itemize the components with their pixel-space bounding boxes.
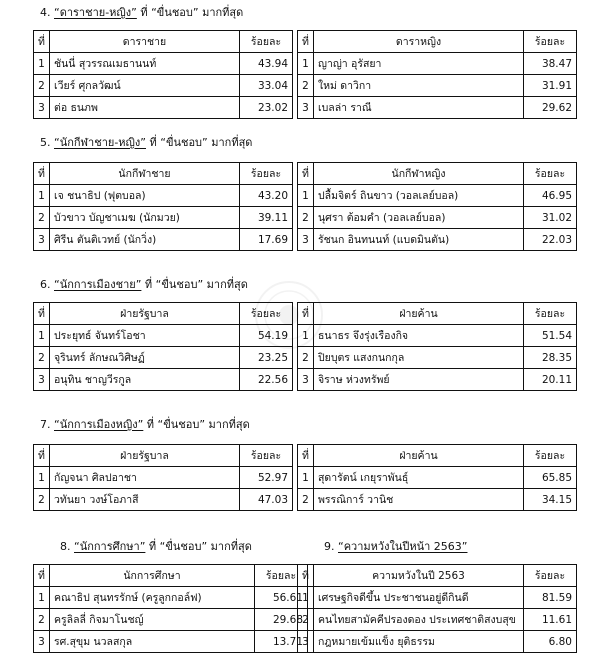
rank-cell: 2 (34, 75, 50, 97)
section-5-heading (40, 136, 252, 150)
percent-cell: 56.61 (255, 587, 308, 609)
table-male-stars (33, 30, 293, 119)
heading-text: “นักกีฬาชาย-หญิง” (54, 136, 146, 149)
table-female-stars (297, 30, 577, 119)
table-row (34, 229, 293, 251)
percent-cell: 28.35 (524, 347, 577, 369)
table-row (34, 489, 293, 511)
heading-text: ที่ “ขื่นชอบ” มากที่สุด (136, 6, 244, 19)
name-cell: รัชนก อินทนนท์ (แบดมินตัน) (314, 229, 524, 251)
name-cell: เศรษฐกิจดีขึ้น ประชาชนอยู่ดีกินดี (314, 587, 524, 609)
column-header: ที่ (298, 445, 314, 467)
name-cell: ชันนี่ สุวรรณเมธานนท์ (50, 53, 240, 75)
percent-cell: 38.47 (524, 53, 577, 75)
table-row (298, 97, 577, 119)
column-header: ที่ (34, 445, 50, 467)
rank-cell: 2 (298, 609, 314, 631)
rank-cell: 3 (34, 229, 50, 251)
name-cell: จิราษ ห่วงทรัพย์ (314, 369, 524, 391)
column-header: นักกีฬาชาย (50, 163, 240, 185)
table-row (34, 609, 308, 631)
rank-cell: 3 (298, 229, 314, 251)
name-cell: ปลื้มจิตร์ ถินขาว (วอลเลย์บอล) (314, 185, 524, 207)
table-row (298, 207, 577, 229)
column-header: ร้อยละ (524, 303, 577, 325)
table-educators (33, 564, 308, 653)
name-cell: สุดารัตน์ เกยุราพันธุ์ (314, 467, 524, 489)
percent-cell: 43.94 (240, 53, 293, 75)
table-male-politicians-government (33, 302, 293, 391)
percent-cell: 51.54 (524, 325, 577, 347)
percent-cell: 39.11 (240, 207, 293, 229)
heading-text: ที่ “ขื่นชอบ” มากที่สุด (141, 278, 248, 291)
table-row (34, 587, 308, 609)
rank-cell: 3 (298, 369, 314, 391)
percent-cell: 22.03 (524, 229, 577, 251)
table-row (298, 229, 577, 251)
name-cell: กัญจนา ศิลปอาชา (50, 467, 240, 489)
column-header: ร้อยละ (255, 565, 308, 587)
percent-cell: 6.80 (524, 631, 577, 653)
rank-cell: 2 (298, 75, 314, 97)
column-header: ร้อยละ (524, 163, 577, 185)
table-female-politicians-opposition (297, 444, 577, 511)
name-cell: บัวขาว บัญชาเมฆ (นักมวย) (50, 207, 240, 229)
rank-cell: 3 (34, 97, 50, 119)
heading-text: 8. (60, 540, 74, 553)
table-row (298, 609, 577, 631)
column-header: ดาราชาย (50, 31, 240, 53)
table-female-athletes (297, 162, 577, 251)
rank-cell: 2 (34, 609, 50, 631)
table-row (34, 185, 293, 207)
name-cell: ศิรีน ตันติเวทย์ (นักวิ่ง) (50, 229, 240, 251)
percent-cell: 31.91 (524, 75, 577, 97)
heading-text: 5. (40, 136, 54, 149)
heading-text: 6. (40, 278, 54, 291)
table-row (34, 207, 293, 229)
percent-cell: 54.19 (240, 325, 293, 347)
percent-cell: 31.02 (524, 207, 577, 229)
percent-cell: 81.59 (524, 587, 577, 609)
column-header: ฝ่ายค้าน (314, 445, 524, 467)
heading-text: “นักการเมืองชาย” (54, 278, 142, 291)
rank-cell: 2 (34, 347, 50, 369)
column-header: ที่ (298, 565, 314, 587)
rank-cell: 1 (34, 467, 50, 489)
name-cell: ญาญ่า อุรัสยา (314, 53, 524, 75)
rank-cell: 1 (298, 467, 314, 489)
rank-cell: 2 (34, 207, 50, 229)
table-row (34, 369, 293, 391)
percent-cell: 13.71 (255, 631, 308, 653)
percent-cell: 52.97 (240, 467, 293, 489)
percent-cell: 29.68 (255, 609, 308, 631)
percent-cell: 65.85 (524, 467, 577, 489)
rank-cell: 2 (298, 489, 314, 511)
column-header: ที่ (298, 31, 314, 53)
table-row (34, 631, 308, 653)
name-cell: ต่อ ธนภพ (50, 97, 240, 119)
table-row (34, 347, 293, 369)
rank-cell: 3 (34, 631, 50, 653)
name-cell: เจ ชนาธิป (ฟุตบอล) (50, 185, 240, 207)
column-header: ที่ (298, 163, 314, 185)
percent-cell: 46.95 (524, 185, 577, 207)
heading-text: “นักการศึกษา” (74, 540, 146, 553)
column-header: ฝ่ายค้าน (314, 303, 524, 325)
section-6-heading (40, 278, 248, 292)
rank-cell: 1 (34, 587, 50, 609)
heading-text: “ความหวังในปีหน้า 2563” (338, 540, 468, 553)
table-row (298, 347, 577, 369)
column-header: ร้อยละ (240, 163, 293, 185)
heading-text: 9. (324, 540, 338, 553)
column-header: ที่ (34, 303, 50, 325)
column-header: ร้อยละ (524, 31, 577, 53)
table-row (34, 325, 293, 347)
rank-cell: 2 (298, 207, 314, 229)
table-male-politicians-opposition (297, 302, 577, 391)
section-9-heading (324, 540, 467, 554)
name-cell: ธนาธร จึงรุ่งเรืองกิจ (314, 325, 524, 347)
rank-cell: 2 (298, 347, 314, 369)
table-row (298, 467, 577, 489)
rank-cell: 1 (298, 587, 314, 609)
percent-cell: 47.03 (240, 489, 293, 511)
table-row (298, 587, 577, 609)
heading-text: ที่ “ขื่นชอบ” มากที่สุด (145, 540, 252, 553)
name-cell: คณาธิป สุนทรรักษ์ (ครูลูกกอล์ฟ) (50, 587, 255, 609)
table-row (34, 467, 293, 489)
column-header: ความหวังในปี 2563 (314, 565, 524, 587)
name-cell: ปิยบุตร แสงกนกกุล (314, 347, 524, 369)
percent-cell: 29.62 (524, 97, 577, 119)
percent-cell: 43.20 (240, 185, 293, 207)
rank-cell: 3 (34, 369, 50, 391)
table-row (34, 53, 293, 75)
percent-cell: 23.25 (240, 347, 293, 369)
name-cell: วทันยา วงษ์โอภาสี (50, 489, 240, 511)
rank-cell: 3 (298, 631, 314, 653)
rank-cell: 1 (298, 53, 314, 75)
table-row (298, 369, 577, 391)
name-cell: ครูลิลลี่ กิจมาโนชญ์ (50, 609, 255, 631)
column-header: ร้อยละ (240, 445, 293, 467)
table-row (298, 631, 577, 653)
name-cell: จุรินทร์ ลักษณวิศิษฏ์ (50, 347, 240, 369)
column-header: ดาราหญิง (314, 31, 524, 53)
section-7-heading (40, 418, 250, 432)
table-row (298, 185, 577, 207)
column-header: ที่ (34, 565, 50, 587)
percent-cell: 33.04 (240, 75, 293, 97)
table-female-politicians-government (33, 444, 293, 511)
table-hopes-next-year (297, 564, 577, 653)
heading-text: ที่ “ขื่นชอบ” มากที่สุด (143, 418, 250, 431)
name-cell: เวียร์ ศุกลวัฒน์ (50, 75, 240, 97)
rank-cell: 2 (34, 489, 50, 511)
rank-cell: 1 (34, 185, 50, 207)
percent-cell: 23.02 (240, 97, 293, 119)
column-header: ที่ (34, 31, 50, 53)
table-row (298, 75, 577, 97)
heading-text: 4. (40, 6, 54, 19)
section-4-heading (40, 6, 243, 20)
percent-cell: 20.11 (524, 369, 577, 391)
column-header: นักกีฬาหญิง (314, 163, 524, 185)
name-cell: รศ.สุขุม นวลสกุล (50, 631, 255, 653)
rank-cell: 1 (34, 325, 50, 347)
name-cell: นุศรา ต้อมคำ (วอลเลย์บอล) (314, 207, 524, 229)
column-header: นักการศึกษา (50, 565, 255, 587)
column-header: ร้อยละ (240, 31, 293, 53)
heading-text: ที่ “ขื่นชอบ” มากที่สุด (146, 136, 253, 149)
table-row (298, 489, 577, 511)
column-header: ที่ (298, 303, 314, 325)
column-header: ร้อยละ (524, 445, 577, 467)
section-8-heading (60, 540, 252, 554)
column-header: ร้อยละ (240, 303, 293, 325)
rank-cell: 1 (34, 53, 50, 75)
name-cell: กฎหมายเข้มแข็ง ยุติธรรม (314, 631, 524, 653)
name-cell: พรรณิการ์ วานิช (314, 489, 524, 511)
column-header: ที่ (34, 163, 50, 185)
table-row (298, 325, 577, 347)
heading-text: “นักการเมืองหญิง” (54, 418, 144, 431)
rank-cell: 3 (298, 97, 314, 119)
rank-cell: 1 (298, 325, 314, 347)
name-cell: ใหม่ ดาวิกา (314, 75, 524, 97)
name-cell: ประยุทธ์ จันทร์โอชา (50, 325, 240, 347)
rank-cell: 1 (298, 185, 314, 207)
table-male-athletes (33, 162, 293, 251)
table-row (298, 53, 577, 75)
percent-cell: 17.69 (240, 229, 293, 251)
percent-cell: 34.15 (524, 489, 577, 511)
table-row (34, 75, 293, 97)
name-cell: เบลล่า ราณี (314, 97, 524, 119)
name-cell: อนุทิน ชาญวีรกูล (50, 369, 240, 391)
percent-cell: 11.61 (524, 609, 577, 631)
heading-text: 7. (40, 418, 54, 431)
column-header: ฝ่ายรัฐบาล (50, 303, 240, 325)
percent-cell: 22.56 (240, 369, 293, 391)
column-header: ฝ่ายรัฐบาล (50, 445, 240, 467)
heading-text: “ดาราชาย-หญิง” (54, 6, 137, 19)
table-row (34, 97, 293, 119)
name-cell: คนไทยสามัคคีปรองดอง ประเทศชาติสงบสุข (314, 609, 524, 631)
column-header: ร้อยละ (524, 565, 577, 587)
